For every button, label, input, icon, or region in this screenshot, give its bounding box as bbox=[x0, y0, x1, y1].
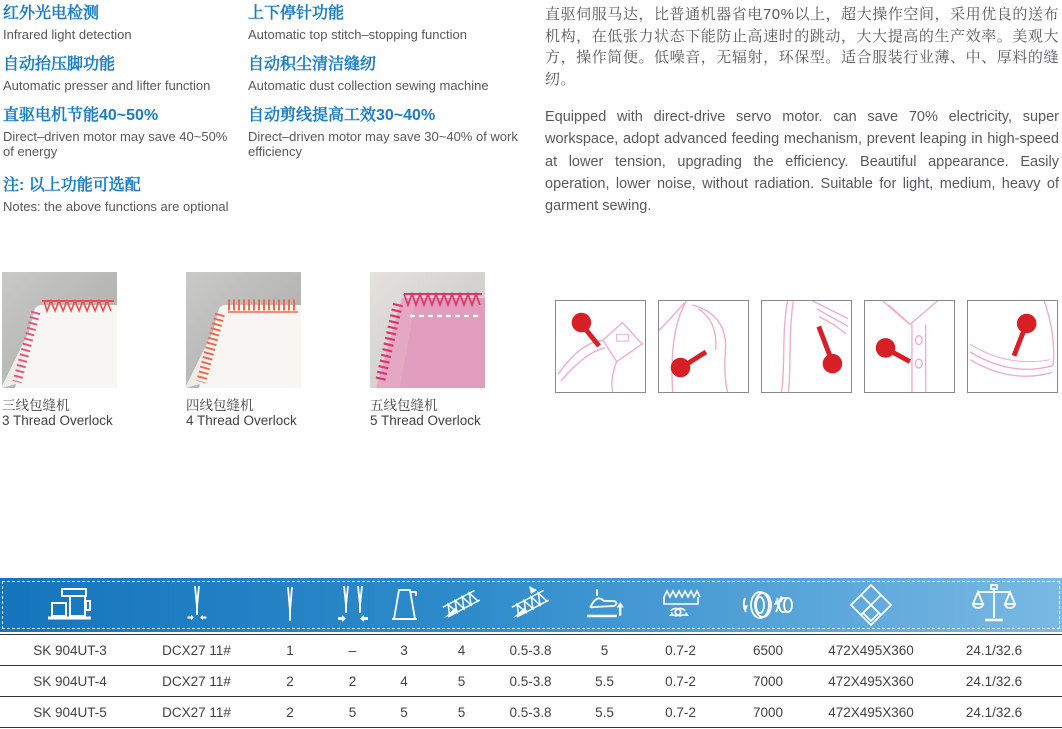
spec-cell: 5 bbox=[600, 642, 609, 658]
feature-title-zh: 红外光电检测 bbox=[3, 5, 100, 22]
sample-label-en: 4 Thread Overlock bbox=[186, 413, 297, 428]
spec-cell: 0.5-3.8 bbox=[509, 704, 552, 720]
overlock-sample-photo bbox=[2, 272, 117, 388]
spec-cell: 5 bbox=[457, 673, 466, 689]
sample-label-zh: 三线包缝机 bbox=[2, 398, 70, 413]
twin-needle-gauge-icon bbox=[336, 585, 370, 625]
feature-title-en: Direct–driven motor may save 40~50% of energy bbox=[3, 129, 228, 159]
speed-pulley-icon bbox=[740, 584, 796, 626]
feature-title-en: Automatic top stitch–stopping function bbox=[248, 27, 467, 42]
spec-cell: 3 bbox=[400, 642, 408, 658]
feature-title-en: Direct–driven motor may save 30~40% of work efficiency bbox=[248, 129, 518, 159]
overlock-sample-photo bbox=[186, 272, 301, 388]
feature-title-en: Automatic dust collection sewing machine bbox=[248, 78, 489, 93]
spec-cell-needle: DCX27 11# bbox=[162, 704, 231, 720]
spec-cell: 6500 bbox=[752, 642, 784, 658]
spec-row bbox=[0, 697, 1062, 728]
spec-cell: 7000 bbox=[752, 673, 784, 689]
spec-cell: 0.7-2 bbox=[665, 673, 696, 689]
feature-item bbox=[248, 55, 528, 93]
spec-cell: 5 bbox=[457, 704, 466, 720]
spec-table-body bbox=[0, 634, 1062, 728]
spec-row bbox=[0, 635, 1062, 666]
spec-cell: 0.5-3.8 bbox=[509, 642, 552, 658]
sample-4-thread bbox=[186, 272, 301, 428]
spec-cell: 5 bbox=[348, 704, 357, 720]
features-column-mid bbox=[248, 4, 528, 172]
spec-header-icons bbox=[0, 578, 1062, 632]
application-collar bbox=[555, 300, 646, 393]
application-shoulder bbox=[658, 300, 749, 393]
application-sleeve-side bbox=[761, 300, 852, 393]
single-needle-icon bbox=[280, 585, 300, 625]
spec-cell: 24.1/32.6 bbox=[965, 673, 1023, 689]
spec-cell: 2 bbox=[286, 673, 294, 689]
spec-cell: 0.7-2 bbox=[665, 704, 696, 720]
spec-cell: 472X495X360 bbox=[828, 642, 914, 658]
spec-table-header bbox=[0, 578, 1062, 632]
spec-cell-needle: DCX27 11# bbox=[162, 673, 231, 689]
differential-feed-icon bbox=[657, 585, 705, 625]
hem-sketch bbox=[968, 301, 1057, 392]
feature-item bbox=[248, 4, 528, 42]
application-hem bbox=[967, 300, 1058, 393]
description-zh: 直驱伺服马达，比普通机器省电70%以上，超大操作空间，采用优良的送布机构，在低张力状态下能防止高速时的跳动，大大提高的生产效率。美观大方，操作简便。低噪音，无辐射，环保型。适合服装行业薄、中、厚料的缝纫。 bbox=[545, 6, 1059, 88]
weight-scale-icon bbox=[972, 584, 1016, 626]
spec-cell-model: SK 904UT-3 bbox=[33, 642, 107, 658]
spec-cell: 5 bbox=[400, 704, 408, 720]
presser-foot-lift-icon bbox=[583, 585, 627, 625]
shoulder-sketch bbox=[659, 301, 748, 392]
sample-label-zh: 四线包缝机 bbox=[186, 398, 254, 413]
needle-system-icon bbox=[184, 585, 210, 625]
feature-title-en: Infrared light detection bbox=[3, 27, 132, 42]
feature-title-zh: 直驱电机节能40~50% bbox=[3, 107, 159, 124]
feature-item bbox=[3, 4, 240, 42]
sample-3-thread bbox=[2, 272, 117, 428]
spec-cell: 0.7-2 bbox=[665, 642, 696, 658]
sample-label-en: 5 Thread Overlock bbox=[370, 413, 481, 428]
spec-cell: 472X495X360 bbox=[828, 673, 914, 689]
spec-cell: 4 bbox=[457, 642, 466, 658]
spec-cell-model: SK 904UT-5 bbox=[33, 704, 107, 720]
spec-cell: 472X495X360 bbox=[828, 704, 914, 720]
spec-cell: 5.5 bbox=[595, 704, 614, 720]
features-column-left bbox=[3, 4, 240, 227]
packing-size-icon bbox=[849, 583, 893, 627]
spec-cell: 24.1/32.6 bbox=[965, 642, 1023, 658]
sewing-machine-icon bbox=[47, 586, 93, 624]
spec-row bbox=[0, 666, 1062, 697]
description-column bbox=[545, 4, 1059, 217]
note-zh: 注: 以上功能可选配 bbox=[3, 177, 141, 194]
optional-note bbox=[3, 176, 240, 214]
description-en: Equipped with direct-drive servo motor. can save 70% electricity, super workspace, adopt advanced feeding mechanism, prevent leaping in high-speed at lower tension, upgrading the efficiency. Beautiful appearance. Easily operation, lower noise, without radiation. Suitable for light, medium, heavy of garment sewing. bbox=[545, 109, 1059, 215]
feature-title-zh: 自动抬压脚功能 bbox=[3, 56, 116, 73]
feature-title-zh: 自动剪线提高工效30~40% bbox=[248, 107, 436, 124]
feature-title-en: Automatic presser and lifter function bbox=[3, 78, 211, 93]
spec-cell-model: SK 904UT-4 bbox=[33, 673, 107, 689]
sample-label-zh: 五线包缝机 bbox=[370, 398, 438, 413]
sleeve-side-sketch bbox=[762, 301, 851, 392]
sample-5-thread bbox=[370, 272, 485, 428]
spec-cell: 5.5 bbox=[595, 673, 614, 689]
spec-cell: 0.5-3.8 bbox=[509, 673, 552, 689]
note-en: Notes: the above functions are optional bbox=[3, 199, 229, 214]
overlock-sample-photo bbox=[370, 272, 485, 388]
thread-cone-icon bbox=[386, 585, 422, 625]
spec-cell: 2 bbox=[286, 704, 294, 720]
spec-cell: 1 bbox=[286, 642, 294, 658]
spec-cell: – bbox=[348, 642, 357, 658]
spec-cell: 24.1/32.6 bbox=[965, 704, 1023, 720]
sample-label-en: 3 Thread Overlock bbox=[2, 413, 113, 428]
spec-cell: 2 bbox=[348, 673, 357, 689]
application-button-placket bbox=[864, 300, 955, 393]
spec-cell: 4 bbox=[400, 673, 408, 689]
feature-title-zh: 自动积尘清洁缝纫 bbox=[248, 56, 377, 73]
collar-sketch bbox=[556, 301, 645, 392]
button-placket-sketch bbox=[865, 301, 954, 392]
overedge-stitch-icon bbox=[440, 584, 484, 626]
feature-item bbox=[3, 55, 240, 93]
feature-title-zh: 上下停针功能 bbox=[248, 5, 345, 22]
feature-item bbox=[3, 106, 240, 159]
spec-cell: 7000 bbox=[752, 704, 784, 720]
spec-cell-needle: DCX27 11# bbox=[162, 642, 231, 658]
safety-stitch-icon bbox=[509, 584, 553, 626]
feature-item bbox=[248, 106, 528, 159]
